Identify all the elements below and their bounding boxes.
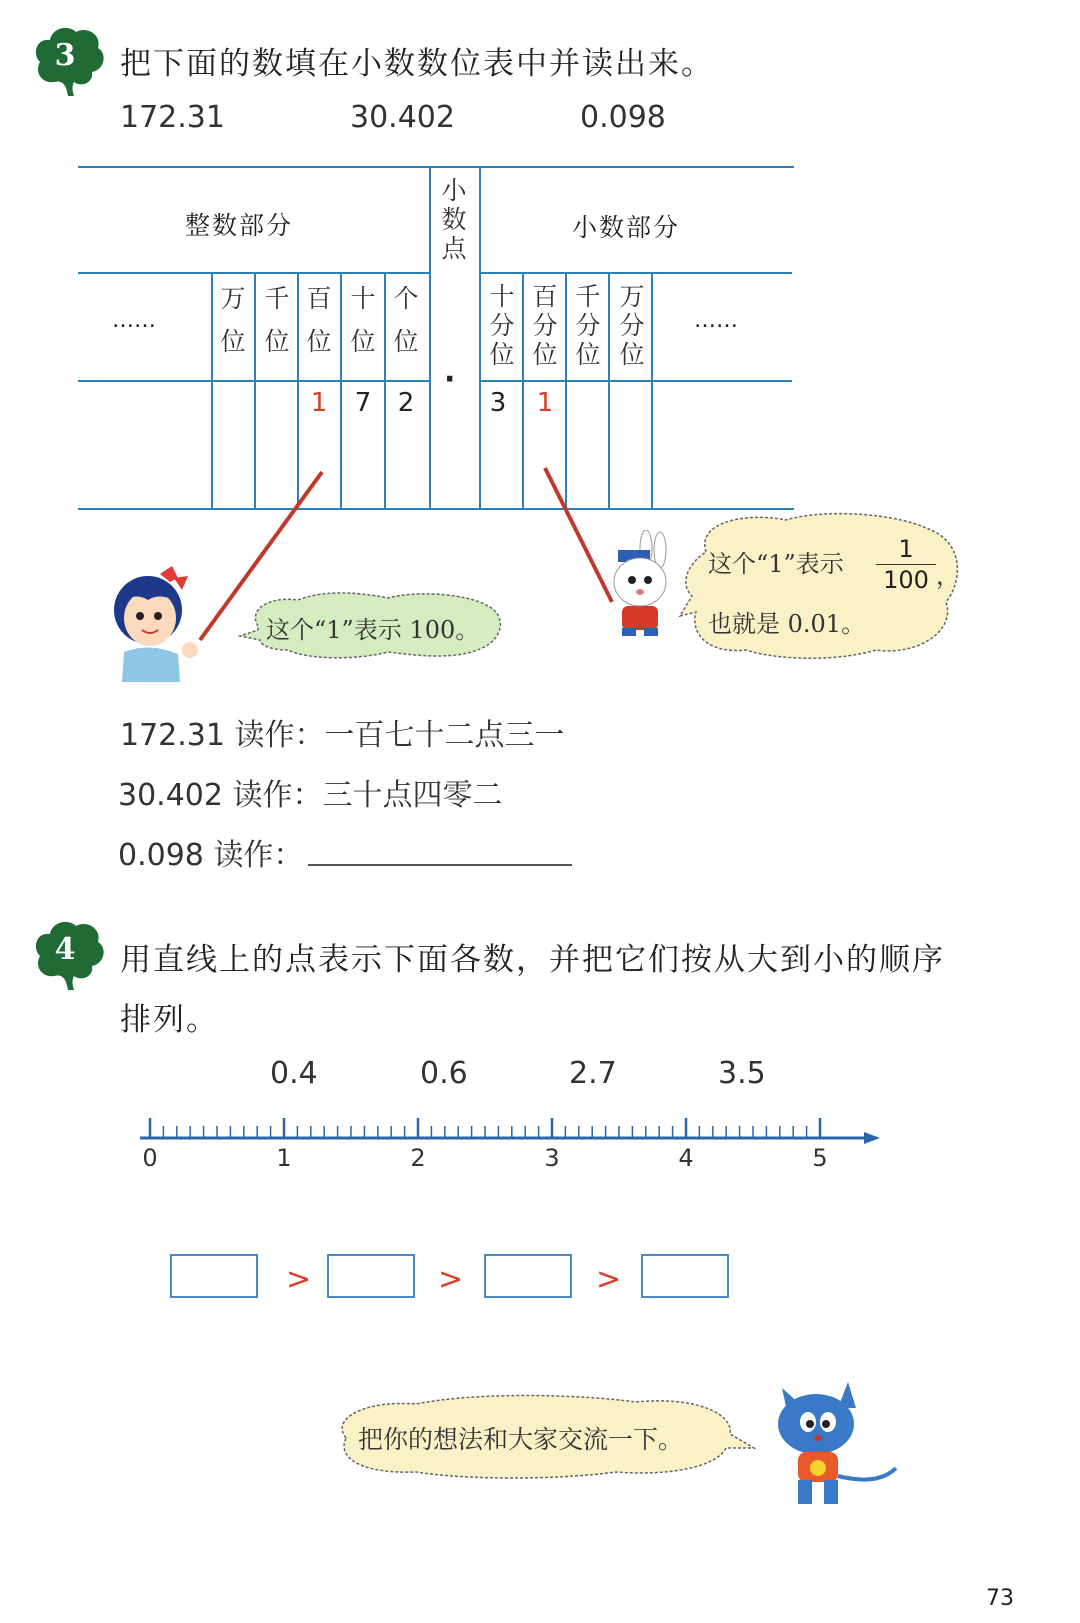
problem-4-number: 4 (54, 932, 76, 967)
answer-box-4[interactable] (641, 1254, 729, 1298)
problem-4-title-line1: 用直线上的点表示下面各数，并把它们按从大到小的顺序 (120, 942, 945, 978)
p4-number-1: 0.4 (270, 1056, 318, 1091)
reading-line-3: 0.098 读作： (118, 838, 304, 873)
tick-label: 1 (276, 1144, 292, 1172)
greater-than-3: > (596, 1262, 622, 1297)
digit-tens: 7 (354, 388, 372, 418)
number-3: 0.098 (580, 100, 666, 135)
p4-number-3: 2.7 (569, 1056, 617, 1091)
cat-illustration (768, 1376, 908, 1516)
cat-bubble-text: 把你的想法和大家交流一下。 (358, 1425, 684, 1454)
rabbit-illustration (600, 530, 680, 640)
rabbit-bubble-line2: 也就是 0.01。 (708, 610, 866, 638)
tick-label: 2 (410, 1144, 426, 1172)
place-ten-thousands: 万 位 (220, 284, 246, 356)
digit-tenths: 3 (489, 388, 507, 418)
rabbit-bubble-line1: 这个“1”表示 (708, 550, 844, 578)
tick-label: 4 (678, 1144, 694, 1172)
integer-part-header: 整数部分 (185, 211, 294, 240)
girl-bubble-text: 这个“1”表示 100。 (266, 616, 480, 644)
p4-number-2: 0.6 (420, 1056, 468, 1091)
place-hundreds: 百 位 (306, 284, 332, 356)
decimal-part-header: 小数部分 (572, 213, 681, 242)
place-tens: 十 位 (350, 284, 376, 356)
digit-hundreds: 1 (310, 388, 328, 418)
reading-line-2: 30.402 读作：三十点四零二 (118, 778, 503, 813)
p4-number-4: 3.5 (718, 1056, 766, 1091)
greater-than-1: > (286, 1262, 312, 1297)
place-ones: 个 位 (393, 284, 419, 356)
fraction-numerator: 1 (876, 534, 936, 565)
answer-box-3[interactable] (484, 1254, 572, 1298)
decimal-point: · (444, 362, 456, 397)
answer-box-1[interactable] (170, 1254, 258, 1298)
place-thousands: 千 位 (264, 284, 290, 356)
reading-line-1: 172.31 读作：一百七十二点三一 (120, 718, 565, 753)
digit-hundredths: 1 (536, 388, 554, 418)
place-hundredths: 百 分 位 (532, 282, 558, 369)
ellipsis-left: …… (112, 308, 156, 333)
answer-blank[interactable] (308, 864, 572, 866)
problem-4-leaf-icon (32, 918, 108, 992)
place-ten-thousandths: 万 分 位 (619, 282, 645, 369)
problem-3-title: 把下面的数填在小数数位表中并读出来。 (120, 46, 714, 82)
ellipsis-right: …… (694, 308, 738, 333)
number-line[interactable] (0, 1100, 1080, 1150)
fraction-denominator: 100 (883, 566, 929, 594)
place-thousandths: 千 分 位 (575, 282, 601, 369)
number-1: 172.31 (120, 100, 225, 135)
page-number: 73 (986, 1586, 1014, 1611)
problem-3-number: 3 (54, 38, 76, 73)
tick-label: 5 (812, 1144, 828, 1172)
tick-label: 3 (544, 1144, 560, 1172)
answer-box-2[interactable] (327, 1254, 415, 1298)
number-line-arrow-icon (864, 1132, 880, 1144)
rabbit-bubble-comma: ， (936, 562, 960, 590)
fraction (876, 534, 936, 595)
digit-ones: 2 (397, 388, 415, 418)
greater-than-2: > (438, 1262, 464, 1297)
problem-4-title-line2: 排列。 (120, 1002, 219, 1038)
tick-label: 0 (142, 1144, 158, 1172)
girl-illustration (100, 562, 220, 682)
number-2: 30.402 (350, 100, 455, 135)
decimal-point-header: 小 数 点 (441, 176, 467, 263)
place-tenths: 十 分 位 (489, 282, 515, 369)
